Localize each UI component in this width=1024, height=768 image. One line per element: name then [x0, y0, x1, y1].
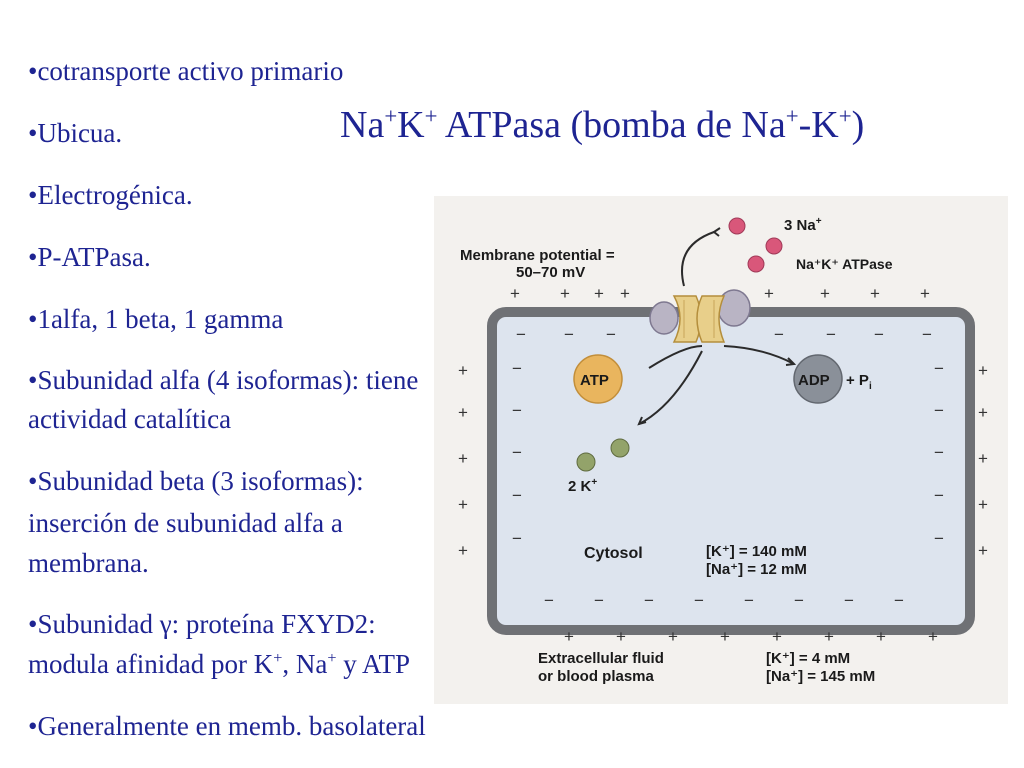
adp-label: ADP — [798, 372, 830, 389]
svg-text:−: − — [934, 486, 944, 505]
svg-text:+: + — [510, 284, 520, 303]
extracellular-k-concentration: [K⁺] = 4 mM — [766, 650, 851, 667]
svg-text:+: + — [978, 541, 988, 560]
svg-text:+: + — [564, 627, 574, 646]
pi-label: + $P_i$ — [846, 372, 872, 392]
svg-text:−: − — [512, 443, 522, 462]
svg-text:+: + — [458, 361, 468, 380]
svg-text:+: + — [978, 495, 988, 514]
svg-text:+: + — [870, 284, 880, 303]
svg-text:−: − — [894, 591, 904, 610]
svg-text:+: + — [876, 627, 886, 646]
cytosol-na-concentration: [Na⁺] = 12 mM — [706, 561, 807, 578]
svg-text:−: − — [644, 591, 654, 610]
svg-text:−: − — [516, 325, 526, 344]
svg-text:+: + — [560, 284, 570, 303]
svg-text:−: − — [874, 325, 884, 344]
cell-membrane — [492, 312, 970, 630]
bullet-beta-line2: inserción de subunidad alfa a — [28, 508, 343, 538]
svg-text:+: + — [764, 284, 774, 303]
svg-text:+: + — [668, 627, 678, 646]
atp-label: ATP — [580, 372, 609, 389]
svg-text:−: − — [934, 443, 944, 462]
cytosol-label: Cytosol — [584, 545, 643, 562]
svg-text:−: − — [844, 591, 854, 610]
svg-text:−: − — [512, 359, 522, 378]
slide-title: Na+K+ ATPasa (bomba de Na+-K+) — [340, 103, 865, 146]
svg-text:+: + — [928, 627, 938, 646]
svg-text:+: + — [594, 284, 604, 303]
svg-text:−: − — [544, 591, 554, 610]
na-ion-1 — [729, 218, 745, 234]
bullet-alfa-line1: •Subunidad alfa (4 isoformas): tiene — [28, 365, 419, 395]
svg-text:+: + — [458, 541, 468, 560]
svg-text:−: − — [512, 529, 522, 548]
extracellular-label-line1: Extracellular fluid — [538, 650, 664, 667]
svg-text:+: + — [824, 627, 834, 646]
bullet-beta-line1: •Subunidad beta (3 isoformas): — [28, 466, 364, 496]
bullet-p-atpasa: •P-ATPasa. — [28, 242, 151, 272]
svg-text:−: − — [794, 591, 804, 610]
svg-text:+: + — [820, 284, 830, 303]
svg-text:−: − — [934, 401, 944, 420]
svg-text:+: + — [458, 449, 468, 468]
k-ion-2 — [577, 453, 595, 471]
pump-label: Na⁺K⁺ ATPase — [796, 256, 893, 272]
svg-text:−: − — [922, 325, 932, 344]
membrane-potential-value: 50–70 mV — [516, 264, 586, 281]
svg-text:−: − — [934, 529, 944, 548]
bullet-gamma-line2: modula afinidad por K+, Na+ y ATP — [28, 649, 410, 679]
na-ion-2 — [766, 238, 782, 254]
bullet-alfa-line2: actividad catalítica — [28, 404, 232, 434]
svg-text:+: + — [620, 284, 630, 303]
cytosol-k-concentration: [K⁺] = 140 mM — [706, 543, 807, 560]
svg-text:−: − — [934, 359, 944, 378]
svg-text:−: − — [564, 325, 574, 344]
na-ion-3 — [748, 256, 764, 272]
extracellular-label-line2: or blood plasma — [538, 668, 654, 685]
svg-text:+: + — [920, 284, 930, 303]
svg-text:−: − — [594, 591, 604, 610]
svg-text:+: + — [978, 361, 988, 380]
svg-text:+: + — [772, 627, 782, 646]
bullet-basolateral: •Generalmente en memb. basolateral — [28, 711, 426, 741]
svg-text:+: + — [720, 627, 730, 646]
svg-text:−: − — [774, 325, 784, 344]
bullet-cotransport: •cotransporte activo primario — [28, 56, 344, 86]
svg-text:+: + — [458, 495, 468, 514]
svg-text:−: − — [826, 325, 836, 344]
na-label: 3 Na+ — [784, 216, 822, 234]
svg-text:−: − — [606, 325, 616, 344]
svg-text:−: − — [512, 401, 522, 420]
svg-text:−: − — [512, 486, 522, 505]
bullet-ubicua: •Ubicua. — [28, 118, 123, 148]
k-label: 2 K+ — [568, 477, 598, 495]
bullet-electrogenica: •Electrogénica. — [28, 180, 193, 210]
svg-text:−: − — [694, 591, 704, 610]
svg-text:+: + — [978, 403, 988, 422]
bullet-subunits: •1alfa, 1 beta, 1 gamma — [28, 304, 284, 334]
extracellular-na-concentration: [Na⁺] = 145 mM — [766, 668, 876, 685]
k-ion-1 — [611, 439, 629, 457]
bullet-beta-line3: membrana. — [28, 548, 149, 578]
membrane-potential-label: Membrane potential = — [460, 247, 615, 264]
svg-text:−: − — [744, 591, 754, 610]
bullet-gamma-line1: •Subunidad γ: proteína FXYD2: — [28, 609, 376, 639]
svg-text:+: + — [458, 403, 468, 422]
svg-text:+: + — [616, 627, 626, 646]
svg-text:+: + — [978, 449, 988, 468]
na-k-pump-figure — [434, 196, 1008, 704]
